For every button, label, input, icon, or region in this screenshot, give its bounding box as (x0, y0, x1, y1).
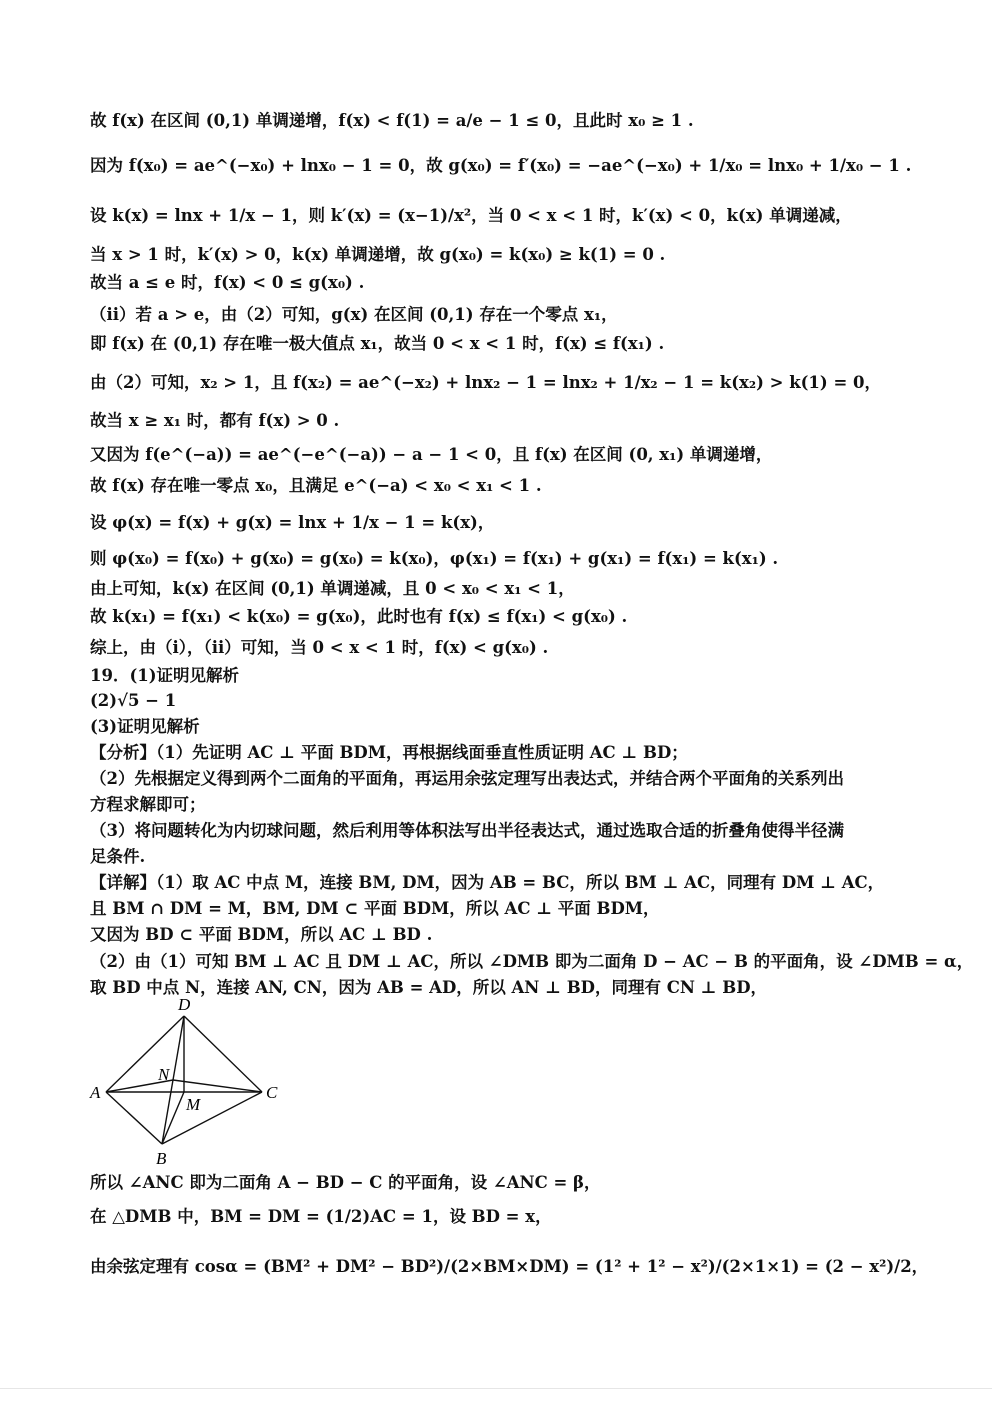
text-line: 且 BM ∩ DM = M，BM, DM ⊂ 平面 BDM，所以 AC ⊥ 平面 BDM， (90, 899, 660, 918)
text-line: 所以 ∠ANC 即为二面角 A − BD − C 的平面角，设 ∠ANC = β， (90, 1173, 601, 1192)
text-line: 综上，由（i），（ii）可知，当 0 < x < 1 时，f(x) < g(x₀) . (90, 638, 549, 657)
answer-19-3: (3)证明见解析 (90, 717, 200, 736)
text-line: （2）先根据定义得到两个二面角的平面角，再运用余弦定理写出表达式，并结合两个平面角的关系列出 (90, 769, 844, 788)
text-line: 设 φ(x) = f(x) + g(x) = lnx + 1/x − 1 = k(x)， (90, 513, 495, 532)
text-line: 又因为 BD ⊂ 平面 BDM，所以 AC ⊥ BD . (90, 925, 433, 944)
text-line: （3）将问题转化为内切球问题，然后利用等体积法写出半径表达式，通过选取合适的折叠角使得半径满 (90, 821, 844, 840)
text-line: 则 φ(x₀) = f(x₀) + g(x₀) = g(x₀) = k(x₀)，φ(x₁) = f(x₁) + g(x₁) = f(x₁) = k(x₁) . (90, 549, 779, 568)
text-line: 在 △DMB 中，BM = DM = (1/2)AC = 1，设 BD = x， (90, 1207, 552, 1226)
label-N: N (158, 1065, 170, 1084)
text-line: 因为 f(x₀) = ae^(−x₀) + lnx₀ − 1 = 0，故 g(x₀) = f′(x₀) = −ae^(−x₀) + 1/x₀ = lnx₀ + 1/x₀ − 1 . (90, 156, 912, 175)
text-line: 方程求解即可； (90, 795, 206, 814)
text-line: 取 BD 中点 N，连接 AN, CN，因为 AB = AD，所以 AN ⊥ BD，同理有 CN ⊥ BD， (90, 978, 768, 997)
text-line: （2）由（1）可知 BM ⊥ AC 且 DM ⊥ AC，所以 ∠DMB 即为二面角 D − AC − B 的平面角，设 ∠DMB = α， (90, 952, 974, 971)
label-C: C (266, 1083, 278, 1102)
text-line: （ii）若 a > e，由（2）可知，g(x) 在区间 (0,1) 存在一个零点 x₁， (90, 305, 618, 324)
text-line: 故 f(x) 存在唯一零点 x₀，且满足 e^(−a) < x₀ < x₁ < 1 . (90, 476, 542, 495)
tetrahedron-diagram (88, 996, 288, 1166)
segment-NC (173, 1080, 262, 1092)
text-line: 设 k(x) = lnx + 1/x − 1，则 k′(x) = (x−1)/x²，当 0 < x < 1 时，k′(x) < 0，k(x) 单调递减， (90, 206, 852, 225)
answer-19: 19．(1)证明见解析 (90, 666, 240, 685)
text-line: 由余弦定理有 cosα = (BM² + DM² − BD²)/(2×BM×DM) = (1² + 1² − x²)/(2×1×1) = (2 − x²)/2， (90, 1257, 929, 1276)
text-line: 由上可知，k(x) 在区间 (0,1) 单调递减，且 0 < x₀ < x₁ < 1， (90, 579, 575, 598)
detail-heading: 【详解】（1）取 AC 中点 M，连接 BM, DM，因为 AB = BC，所以 BM ⊥ AC，同理有 DM ⊥ AC， (90, 873, 885, 892)
page-bottom-rule (0, 1388, 992, 1389)
edge-CB (162, 1092, 262, 1144)
edge-AB (106, 1092, 162, 1144)
text-line: 当 x > 1 时，k′(x) > 0，k(x) 单调递增，故 g(x₀) = k(x₀) ≥ k(1) = 0 . (90, 245, 666, 264)
text-line: 故当 x ≥ x₁ 时，都有 f(x) > 0 . (90, 411, 340, 430)
answer-19-2: (2)√5 − 1 (90, 691, 177, 710)
text-line: 故 k(x₁) = f(x₁) < k(x₀) = g(x₀)，此时也有 f(x) ≤ f(x₁) < g(x₀) . (90, 607, 628, 626)
tetrahedron-figure (88, 996, 288, 1166)
text-line: 故当 a ≤ e 时，f(x) < 0 ≤ g(x₀) . (90, 273, 365, 292)
text-line: 又因为 f(e^(−a)) = ae^(−e^(−a)) − a − 1 < 0，且 f(x) 在区间 (0, x₁) 单调递增， (90, 445, 773, 464)
segment-MB (162, 1092, 184, 1144)
label-D: D (178, 996, 191, 1014)
analysis-heading: 【分析】（1）先证明 AC ⊥ 平面 BDM，再根据线面垂直性质证明 AC ⊥ BD； (90, 743, 688, 762)
edge-DC (184, 1016, 262, 1092)
text-line: 足条件. (90, 847, 146, 866)
label-M: M (186, 1095, 201, 1114)
text-line: 由（2）可知，x₂ > 1，且 f(x₂) = ae^(−x₂) + lnx₂ − 1 = lnx₂ + 1/x₂ − 1 = k(x₂) > k(1) = 0， (90, 373, 882, 392)
label-A: A (90, 1083, 101, 1102)
text-line: 即 f(x) 在 (0,1) 存在唯一极大值点 x₁，故当 0 < x < 1 时，f(x) ≤ f(x₁) . (90, 334, 665, 353)
text-line: 故 f(x) 在区间 (0,1) 单调递增，f(x) < f(1) = a/e − 1 ≤ 0，且此时 x₀ ≥ 1 . (90, 111, 694, 130)
label-B: B (156, 1149, 167, 1166)
